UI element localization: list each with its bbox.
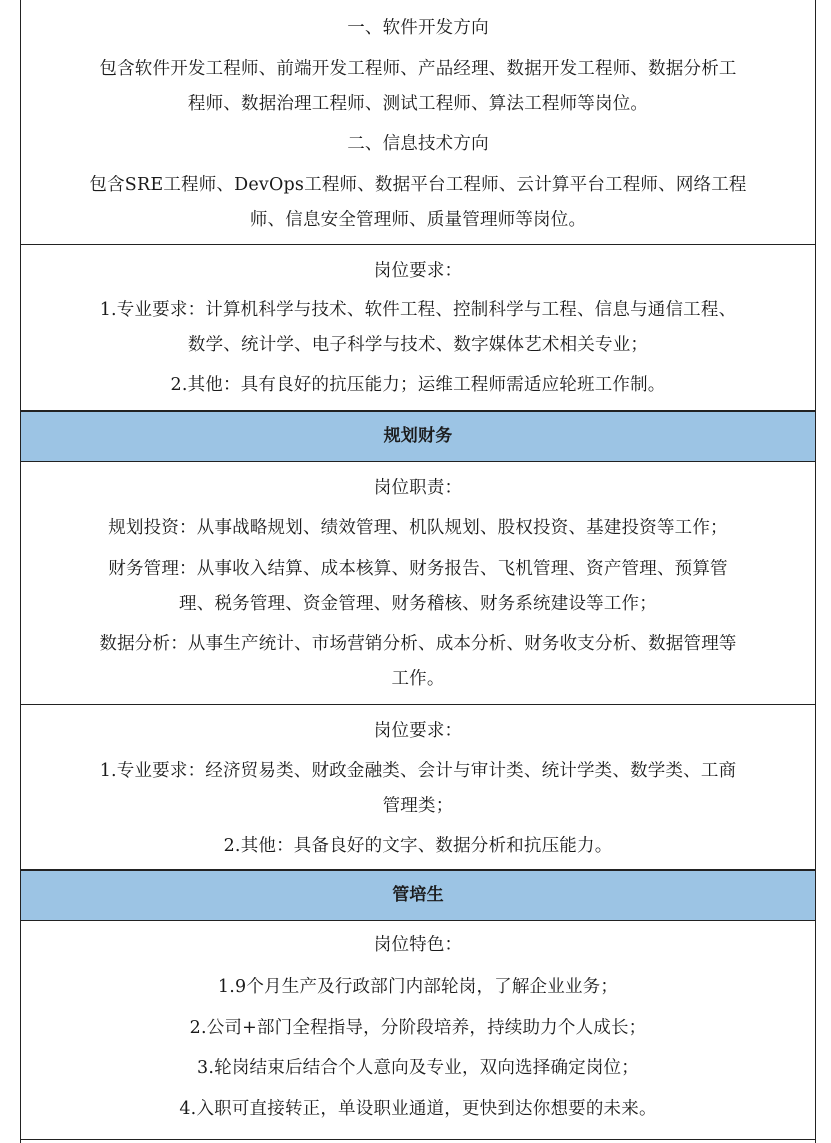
- feature-1: 1.9个月生产及行政部门内部轮岗，了解企业业务；: [217, 977, 619, 997]
- job-description-table: [20, 0, 816, 1143]
- features-heading: 岗位特色：: [373, 935, 463, 955]
- trainee-band: [21, 870, 815, 921]
- direction-1-text-line-2: 程师、数据治理工程师、测试工程师、算法工程师等岗位。: [187, 94, 649, 114]
- duty-analysis-line-2: 工作。: [391, 669, 445, 689]
- finance-band-title: 规划财务: [383, 426, 453, 446]
- finance-requirement-2: 2.其他：具备良好的文字、数据分析和抗压能力。: [223, 836, 613, 856]
- finance-requirement-1-line-2: 管理类；: [382, 796, 454, 816]
- finance-duties-cell: [21, 462, 815, 705]
- duty-analysis-line-1: 数据分析：从事生产统计、市场营销分析、成本分析、财务收支分析、数据管理等: [99, 634, 737, 654]
- direction-1-title: 一、软件开发方向: [347, 18, 489, 38]
- feature-4: 4.入职可直接转正，单设职业通道，更快到达你想要的未来。: [179, 1099, 657, 1119]
- direction-2-text-line-1: 包含SRE工程师、DevOps工程师、数据平台工程师、云计算平台工程师、网络工程: [89, 175, 747, 195]
- finance-band: [21, 411, 815, 462]
- requirement-1-line-1: 1.专业要求：计算机科学与技术、软件工程、控制科学与工程、信息与通信工程、: [99, 300, 737, 320]
- software-requirements-cell: [21, 245, 815, 411]
- requirements-heading: 岗位要求：: [373, 261, 463, 281]
- direction-2-text-line-2: 师、信息安全管理师、质量管理师等岗位。: [249, 210, 587, 230]
- finance-requirements-cell: [21, 705, 815, 870]
- table-bottom-border: [21, 1139, 815, 1140]
- finance-requirement-1-line-1: 1.专业要求：经济贸易类、财政金融类、会计与审计类、统计学类、数学类、工商: [99, 761, 737, 781]
- feature-2: 2.公司+部门全程指导，分阶段培养，持续助力个人成长；: [189, 1018, 647, 1038]
- finance-requirements-heading: 岗位要求：: [373, 721, 463, 741]
- duties-heading: 岗位职责：: [373, 478, 463, 498]
- software-directions-cell: [21, 0, 815, 245]
- requirement-1-line-2: 数学、统计学、电子科学与技术、数字媒体艺术相关专业；: [187, 335, 649, 355]
- trainee-band-title: 管培生: [392, 885, 444, 905]
- requirement-2: 2.其他：具有良好的抗压能力；运维工程师需适应轮班工作制。: [170, 375, 666, 395]
- direction-2-title: 二、信息技术方向: [347, 134, 489, 154]
- duty-financial-line-2: 理、税务管理、资金管理、财务稽核、财务系统建设等工作；: [179, 594, 657, 614]
- trainee-features-cell: [21, 921, 815, 1139]
- duty-planning: 规划投资：从事战略规划、绩效管理、机队规划、股权投资、基建投资等工作；: [108, 518, 728, 538]
- feature-3: 3.轮岗结束后结合个人意向及专业，双向选择确定岗位；: [197, 1058, 639, 1078]
- direction-1-text-line-1: 包含软件开发工程师、前端开发工程师、产品经理、数据开发工程师、数据分析工: [99, 59, 737, 79]
- duty-financial-line-1: 财务管理：从事收入结算、成本核算、财务报告、飞机管理、资产管理、预算管: [108, 559, 728, 579]
